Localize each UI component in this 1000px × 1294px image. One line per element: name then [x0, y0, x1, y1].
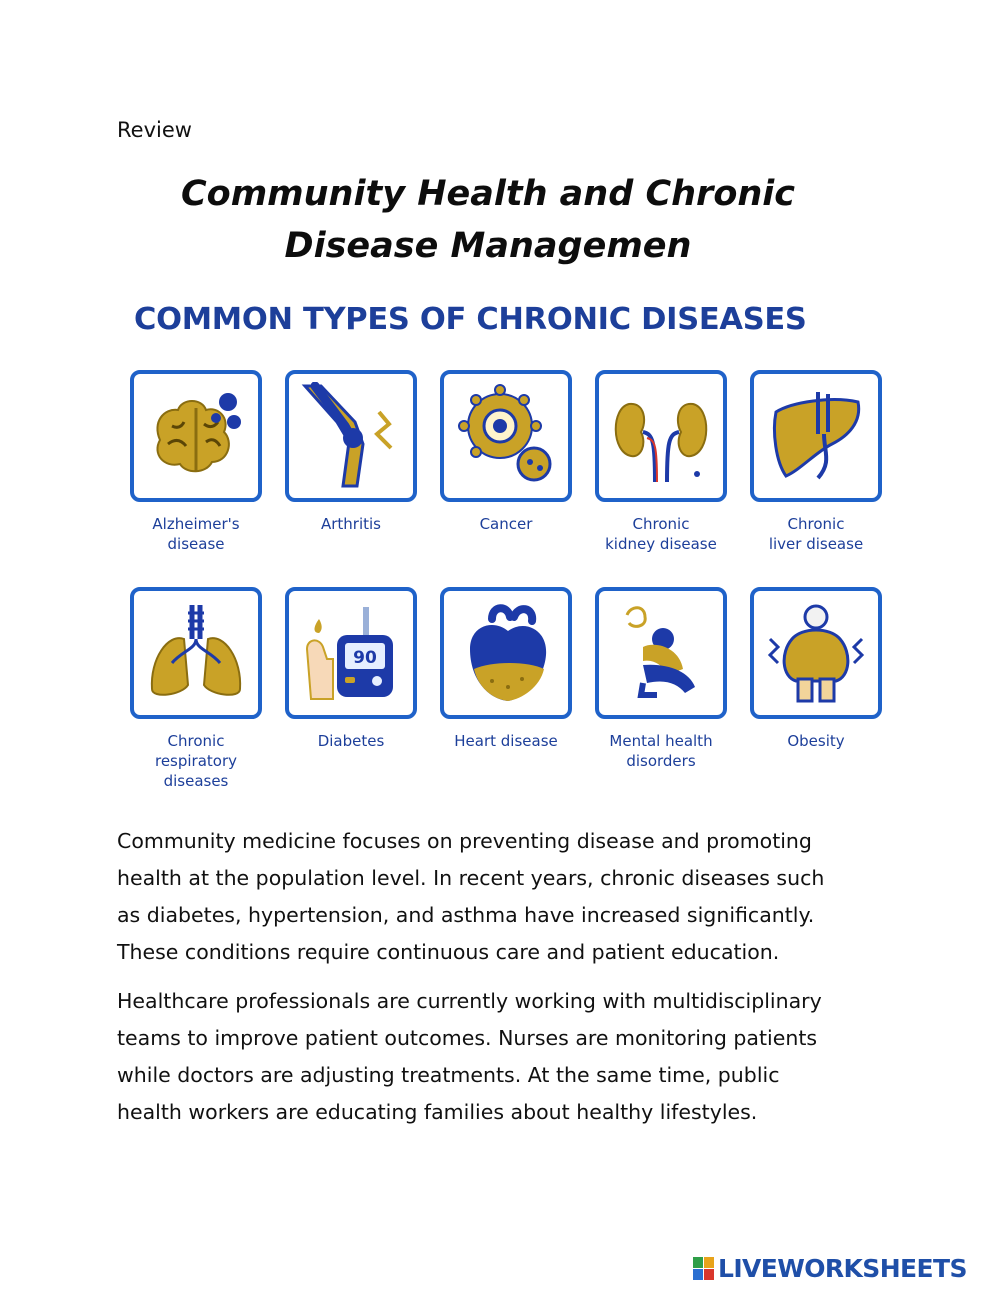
- tile-diabetes: [285, 587, 417, 719]
- label-line: kidney disease: [605, 535, 717, 553]
- cancer-cell-icon: [452, 382, 560, 490]
- label-line: Alzheimer's: [152, 515, 240, 533]
- label-kidney: [586, 514, 736, 554]
- obese-person-icon: [762, 599, 870, 707]
- infographic-title: COMMON TYPES OF CHRONIC DISEASES: [134, 302, 807, 337]
- knee-joint-icon: [297, 382, 405, 490]
- label-alzheimers: [121, 514, 271, 554]
- label-line: Diabetes: [317, 732, 385, 750]
- tile-kidney: [595, 370, 727, 502]
- label-line: respiratory: [154, 752, 238, 770]
- label-line: disease: [167, 535, 225, 553]
- label-line: Chronic: [632, 515, 690, 533]
- label-line: Heart disease: [454, 732, 558, 750]
- label-cancer: [431, 514, 581, 534]
- label-line: Obesity: [787, 732, 845, 750]
- review-kicker: Review: [117, 118, 192, 142]
- paragraph-2: [117, 983, 877, 1131]
- distressed-person-icon: [607, 599, 715, 707]
- brand-name: LIVEWORKSHEETS: [718, 1253, 967, 1283]
- kidneys-icon: [607, 382, 715, 490]
- brain-icon: [142, 382, 250, 490]
- glucose-meter-icon: [297, 599, 405, 707]
- paragraph-line: Healthcare professionals are currently working with multidisciplinary: [117, 989, 822, 1013]
- tile-mental-health: [595, 587, 727, 719]
- tile-alzheimers: [130, 370, 262, 502]
- label-liver: [741, 514, 891, 554]
- tile-arthritis: [285, 370, 417, 502]
- label-obesity: [741, 731, 891, 751]
- paragraph-line: while doctors are adjusting treatments. At the same time, public: [117, 1063, 780, 1087]
- paragraph-line: These conditions require continuous care and patient education.: [117, 940, 780, 964]
- chronic-diseases-infographic: [120, 300, 900, 800]
- tile-heart: [440, 587, 572, 719]
- label-line: liver disease: [768, 535, 864, 553]
- label-diabetes: [276, 731, 426, 751]
- tile-respiratory: [130, 587, 262, 719]
- lungs-icon: [142, 599, 250, 707]
- meter-reading: 90: [353, 648, 377, 668]
- paragraph-line: health workers are educating families about healthy lifestyles.: [117, 1100, 758, 1124]
- tile-cancer: [440, 370, 572, 502]
- liver-icon: [762, 382, 870, 490]
- logo-mark-icon: [693, 1257, 714, 1280]
- label-mental-health: [586, 731, 736, 771]
- label-respiratory: [121, 731, 271, 791]
- paragraph-line: Community medicine focuses on preventing disease and promoting: [117, 829, 812, 853]
- label-line: Chronic: [167, 732, 225, 750]
- paragraph-line: as diabetes, hypertension, and asthma have increased significantly.: [117, 903, 815, 927]
- label-line: Arthritis: [320, 515, 381, 533]
- paragraph-line: teams to improve patient outcomes. Nurses are monitoring patients: [117, 1026, 818, 1050]
- paragraph-1: [117, 823, 877, 971]
- label-arthritis: [276, 514, 426, 534]
- heart-icon: [452, 599, 560, 707]
- tile-obesity: [750, 587, 882, 719]
- label-line: Mental health: [609, 732, 713, 750]
- label-line: Cancer: [479, 515, 533, 533]
- label-line: disorders: [626, 752, 696, 770]
- page-title: Community Health and Chronic Disease Managemen: [180, 174, 796, 266]
- paragraph-line: health at the population level. In recent years, chronic diseases such: [117, 866, 825, 890]
- label-line: Chronic: [787, 515, 845, 533]
- label-heart: [431, 731, 581, 751]
- tile-liver: [750, 370, 882, 502]
- liveworksheets-logo[interactable]: [693, 1252, 967, 1284]
- label-line: diseases: [163, 772, 229, 790]
